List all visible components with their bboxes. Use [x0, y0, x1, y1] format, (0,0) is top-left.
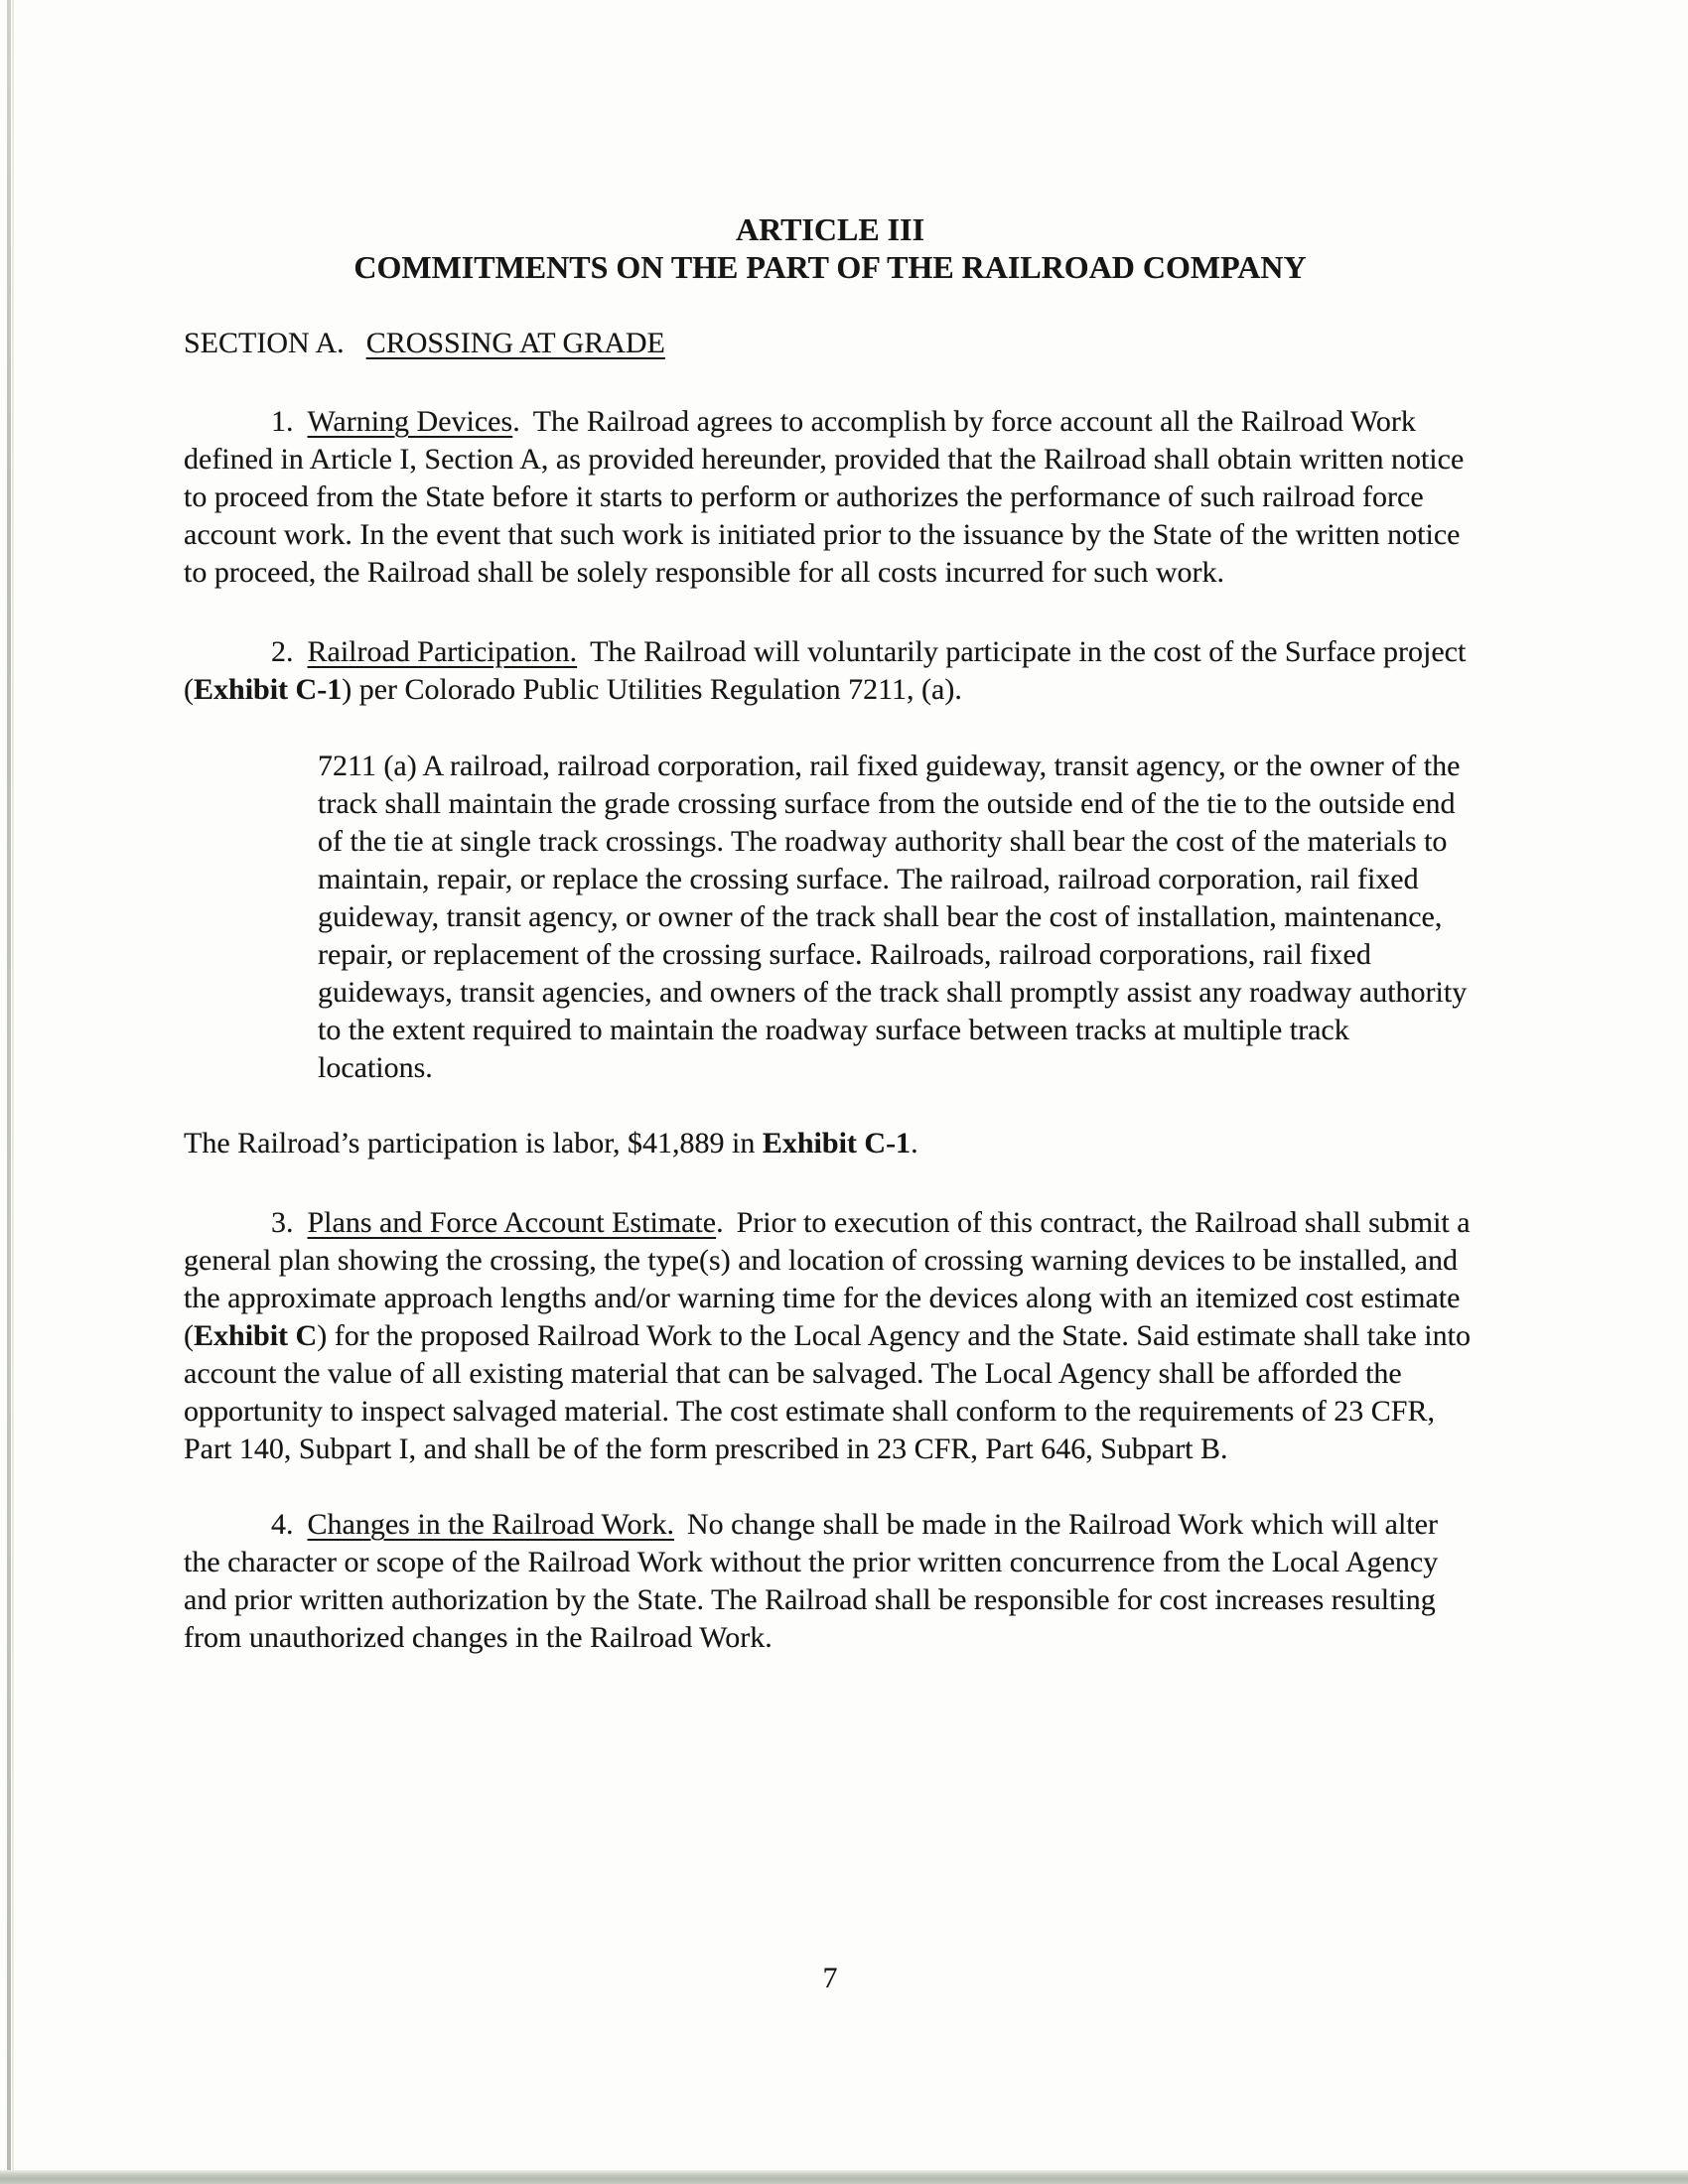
- section-title: CROSSING AT GRADE: [365, 327, 665, 359]
- paragraph-2-text-pre: The Railroad will voluntarily participate in the cost of the Surface project (: [184, 635, 1467, 706]
- paragraph-1-heading-period: .: [512, 405, 520, 438]
- participation-exhibit-ref: Exhibit C-1: [762, 1127, 912, 1160]
- paragraph-4-number: 4.: [271, 1508, 294, 1541]
- paragraph-1-warning-devices: [184, 403, 1477, 592]
- regulation-7211a-quote: 7211 (a) A railroad, railroad corporation, rail fixed guideway, transit agency, or the owner of the track shall maintain the grade crossing surface from the outside end of the tie to the outside end of the tie at single track crossings. The roadway authority shall bear the cost of the materials to maintain, repair, or replace the crossing surface. The railroad, railroad corporation, rail fixed guideway, transit agency, or owner of the track shall bear the cost of installation, maintenance, repair, or replacement of the crossing surface. Railroads, railroad corporations, rail fixed guideways, transit agencies, and owners of the track shall promptly assist any roadway authority to the extent required to maintain the roadway surface between tracks at multiple track locations.: [318, 750, 1468, 1084]
- participation-text-post: .: [911, 1127, 918, 1160]
- paragraph-3-exhibit-ref: Exhibit C: [194, 1319, 318, 1352]
- page-number: 7: [822, 1962, 838, 1994]
- paragraph-3-text-pre: Prior to execution of this contract, the Railroad shall submit a general plan showing the crossing, the type(s) and location of crossing warning devices to be installed, and the approximate approach lengths and/or warning time for the devices along with an itemized cost estimate (: [184, 1206, 1471, 1352]
- article-title: [184, 210, 1477, 286]
- paragraph-3-heading: Plans and Force Account Estimate: [307, 1206, 717, 1239]
- participation-text-pre: The Railroad’s participation is labor, $41,889 in: [184, 1127, 763, 1160]
- paragraph-2-heading: Railroad Participation.: [307, 635, 578, 668]
- paragraph-3-number: 3.: [271, 1206, 294, 1239]
- paragraph-4-text: No change shall be made in the Railroad Work which will alter the character or scope of the Railroad Work without the prior written concurrence from the Local Agency and prior written authorization by the State. The Railroad shall be responsible for cost increases resulting from unauthorized changes in the Railroad Work.: [184, 1508, 1439, 1654]
- paragraph-3-text-post: ) for the proposed Railroad Work to the Local Agency and the State. Said estimate shall take into account the value of all existing material that can be salvaged. The Local Agency shall be afforded the opportunity to inspect salvaged material. The cost estimate shall conform to the requirements of 23 CFR, Part 140, Subpart I, and shall be of the form prescribed in 23 CFR, Part 646, Subpart B.: [184, 1319, 1471, 1465]
- paragraph-1-number: 1.: [271, 405, 294, 438]
- paragraph-3-plans-estimate: [184, 1204, 1477, 1468]
- section-heading: [184, 325, 1477, 362]
- paragraph-3-heading-period: .: [716, 1206, 724, 1239]
- article-title-line2: COMMITMENTS ON THE PART OF THE RAILROAD COMPANY: [353, 249, 1307, 285]
- paragraph-1-text: The Railroad agrees to accomplish by force account all the Railroad Work defined in Article I, Section A, as provided hereunder, provided that the Railroad shall obtain written notice to proceed from the State before it starts to perform or authorizes the performance of such railroad force account work. In the event that such work is initiated prior to the issuance by the State of the written notice to proceed, the Railroad shall be solely responsible for all costs incurred for such work.: [184, 405, 1465, 589]
- scan-artifact-bottom-band: [0, 2170, 1688, 2184]
- paragraph-2-railroad-participation: [184, 633, 1477, 709]
- paragraph-2-text-post: ) per Colorado Public Utilities Regulation 7211, (a).: [342, 673, 962, 706]
- paragraph-4-changes: [184, 1506, 1477, 1657]
- document-body: [184, 0, 1477, 1657]
- scan-artifact-left-line: [7, 0, 11, 2170]
- scan-artifact-left-line-faint: [12, 0, 14, 2170]
- section-label: SECTION A.: [184, 327, 345, 359]
- article-title-line1: ARTICLE III: [735, 211, 925, 247]
- paragraph-4-heading: Changes in the Railroad Work.: [307, 1508, 674, 1541]
- paragraph-1-heading: Warning Devices: [307, 405, 513, 438]
- paragraph-2-number: 2.: [271, 635, 294, 668]
- paragraph-2-exhibit-ref: Exhibit C-1: [194, 673, 343, 706]
- participation-amount-line: [184, 1125, 1477, 1162]
